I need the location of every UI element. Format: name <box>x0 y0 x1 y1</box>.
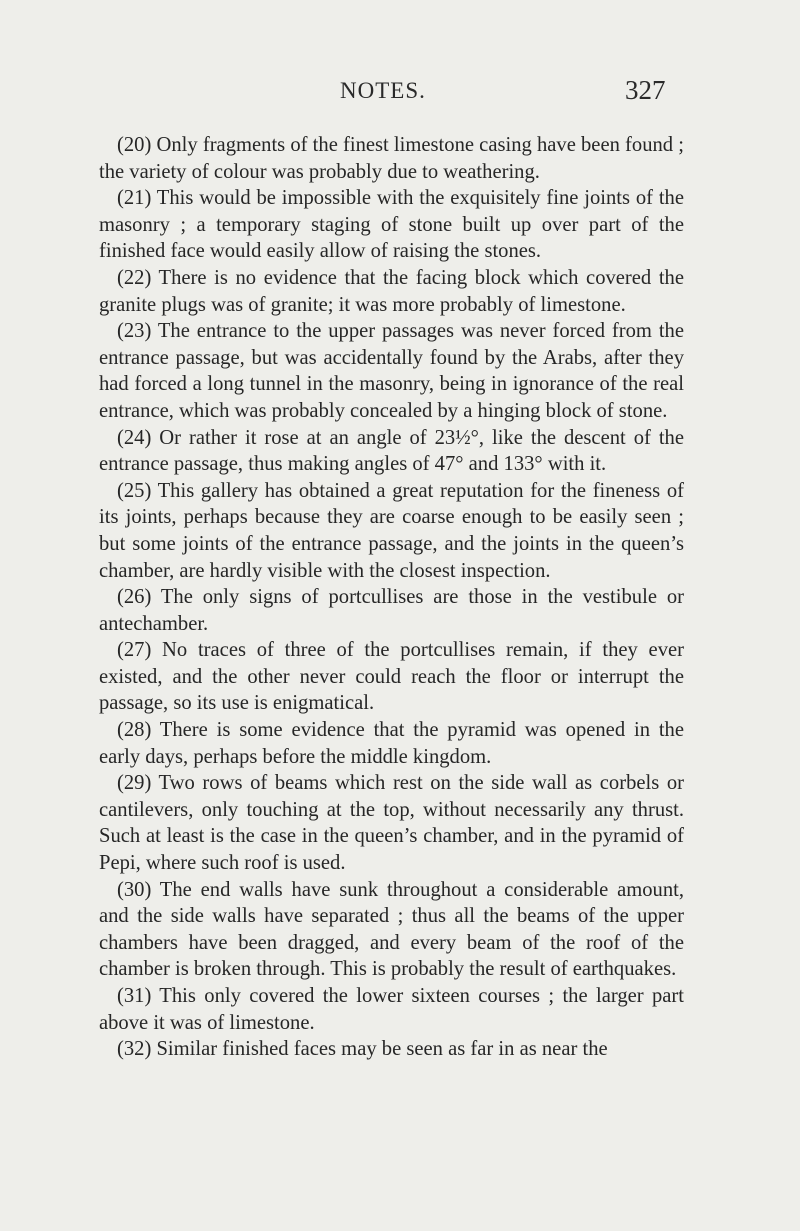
running-head: NOTES. <box>340 78 426 103</box>
notes-body <box>99 132 684 1063</box>
note-23: (23) The entrance to the upper passages was never forced from the entrance passage, but was accidentally found by the Arabs, after they had forced a long tunnel in the masonry, being in ignorance of the real entrance, which was probably concealed by a hinging block of stone. <box>99 320 684 422</box>
note-30: (30) The end walls have sunk throughout a considerable amount, and the side walls have separated ; thus all the beams of the upper chambers have been dragged, and every beam of the roof of the chamber is broken through. This is probably the result of earthquakes. <box>99 878 684 981</box>
note-27: (27) No traces of three of the portcullises remain, if they ever existed, and the other never could reach the floor or interrupt the passage, so its use is enigmatical. <box>99 639 684 715</box>
page-header <box>0 75 800 108</box>
note-32: (32) Similar finished faces may be seen as far in as near the <box>117 1038 608 1061</box>
note-22: (22) There is no evidence that the facing block which covered the granite plugs was of granite; it was more probably of limestone. <box>99 266 684 316</box>
note-31: (31) This only covered the lower sixteen courses ; the larger part above it was of limestone. <box>99 985 684 1034</box>
note-26: (26) The only signs of portcullises are those in the vestibule or antechamber. <box>99 586 684 635</box>
note-24: (24) Or rather it rose at an angle of 23½°, like the descent of the entrance passage, thus making angles of 47° and 133° with it. <box>99 426 684 476</box>
note-20: (20) Only fragments of the finest limestone casing have been found ; the variety of colour was probably due to weathering. <box>99 134 684 183</box>
page-number: 327 <box>625 75 666 105</box>
note-29: (29) Two rows of beams which rest on the side wall as corbels or cantilevers, only touching at the top, without necessarily any thrust. Such at least is the case in the queen’s chamber, and in the pyramid of Pepi, where such roof is used. <box>99 772 684 875</box>
note-25: (25) This gallery has obtained a great reputation for the fineness of its joints, perhaps because they are coarse enough to be easily seen ; but some joints of the entrance passage, and the joints in the queen’s chamber, are hardly visible with the closest inspection. <box>99 479 684 582</box>
note-28: (28) There is some evidence that the pyramid was opened in the early days, perhaps before the middle kingdom. <box>99 719 684 768</box>
note-21: (21) This would be impossible with the exquisitely fine joints of the masonry ; a temporary staging of stone built up over part of the finished face would easily allow of raising the stones. <box>99 187 684 263</box>
